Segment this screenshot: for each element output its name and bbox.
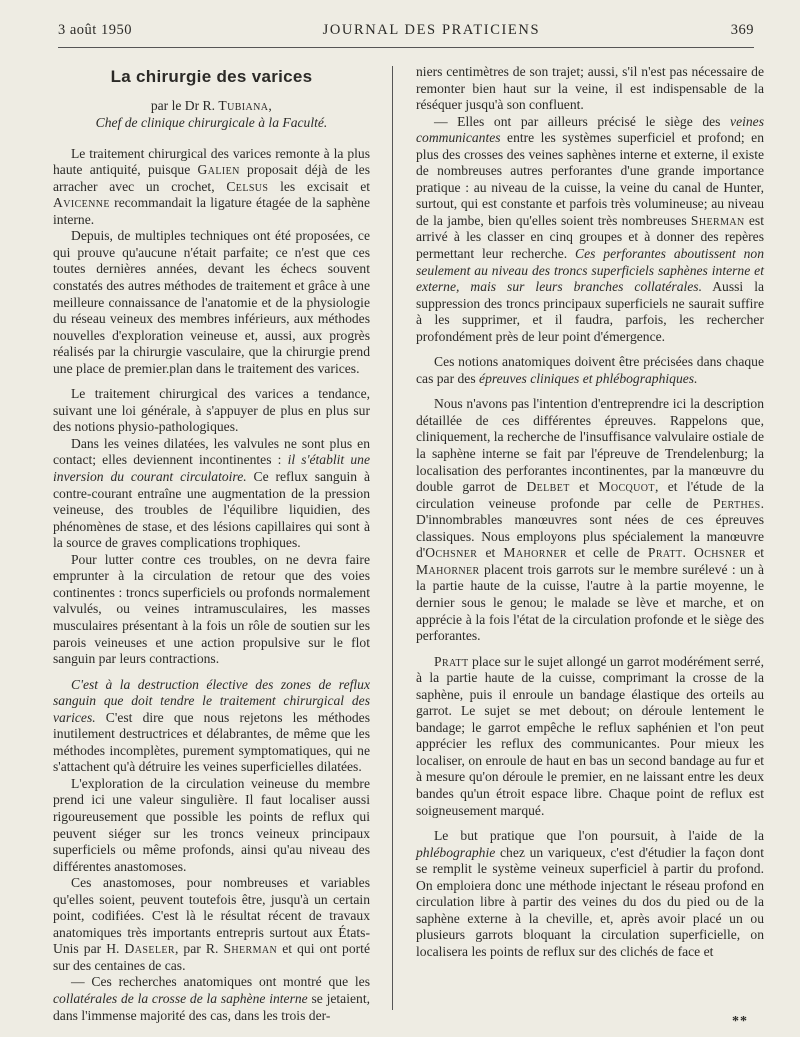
paragraph-9-continued (416, 64, 764, 114)
text-run: Ces notions anatomiques doivent être précisées dans chaque cas par des (416, 354, 764, 386)
author-ref: Ochsner (694, 545, 747, 561)
text-run: . (682, 545, 694, 561)
paragraph-9-start (53, 974, 370, 1024)
paragraph-13 (416, 654, 764, 819)
author-name: Tubiana, (218, 97, 273, 113)
text-run: Dans les veines dilatées, les valvules ne sont plus en contact; elles deviennent incontinentes : (53, 435, 370, 468)
page-number: 369 (730, 22, 754, 38)
text-run: , par R. (174, 941, 224, 957)
paragraph-12 (416, 396, 764, 644)
author-ref: Perthes (713, 495, 761, 511)
author-ref: Mocquot (598, 479, 655, 495)
paragraph-8 (53, 875, 370, 974)
author-ref: Pratt (434, 653, 469, 669)
author-ref: Delbet (526, 479, 570, 495)
author-ref: Sherman (690, 212, 745, 228)
column-divider (392, 66, 393, 1010)
paragraph-10 (416, 114, 764, 346)
author-ref: Celsus (226, 178, 269, 194)
text-run: place sur le sujet allongé un garrot modérément serré, à la partie haute de la cuisse, comprimant la crosse de la saphène, puis il enroule un bandage élastique des orteils au garrot. Le sujet se met debout; on déroule lentement le bandage; le garrot empêche le reflux saphénien et l'on peut apprécier les reflux des communicantes. Pour mieux les localiser, on enroule de haut en bas un second bandage au fur et à mesure qu'on déroule le premier, en ne laissant entre les deux bandes qu'un étroit espace libre. Chaque point de reflux est soigneusement marqué. (416, 653, 764, 818)
paragraph-6 (53, 677, 370, 776)
author-ref: Ochsner (425, 545, 478, 561)
text-run: recommandait la ligature étagée de la saphène interne. (53, 195, 370, 227)
emphasis: phlébographie (416, 844, 496, 860)
text-run: chez un variqueux, c'est d'étudier la façon dont se remplit le système veineux superficiel à partir du profond. On emploiera donc une méthode injectant le réseau profond en circulation libre à partir des veines du dos du pied ou de la saphène externe à la cheville, et, après avoir placé un ou plusieurs garrots bloquant la circulation superficielle, on localisera les points de reflux sur des clichés de face et (416, 844, 764, 959)
text-run: et qui ont porté sur des centaines de cas. (53, 941, 370, 973)
text-run: Ces anastomoses, pour nombreuses et variables qu'elles soient, peuvent toutefois être, jusqu'à un certain point, codifiées. C'est là le résultat récent de travaux anatomiques très importants entrepris surtout aux États-Unis par H. (53, 875, 370, 957)
text-run: et (746, 545, 765, 561)
column-left (53, 64, 370, 1024)
emphasis: veines communicantes (416, 113, 764, 146)
issue-date: 3 août 1950 (58, 22, 132, 38)
paragraph-11 (416, 354, 764, 387)
text-run: et celle de (567, 545, 648, 561)
text-run: — Elles ont par ailleurs précisé le siège des (434, 113, 731, 129)
text-run: , et l'étude de la circulation veineuse profonde par celle de (416, 479, 765, 511)
emphasis: il s'établit une inversion du courant circulatoire. (53, 452, 370, 485)
signature-mark: ** (732, 1014, 748, 1029)
text-run: proposait déjà de les arracher avec un crochet, (53, 162, 370, 194)
text-run: Nous n'avons pas l'intention d'entreprendre ici la description détaillée de ces différentes épreuves. Rappelons que, cliniquement, la recherche de l'insuffisance valvulaire ostiale de la saphène interne se fait par l'épreuve de Trendelenburg; la localisation des perforantes incontinentes, par la manœuvre du double garrot de (416, 396, 764, 495)
text-run: Le traitement chirurgical des varices remonte à la plus haute antiquité, puisque (53, 145, 370, 178)
text-run: est arrivé à les classer en cinq groupes et à donner des repères permettant leur recherche. (416, 212, 764, 262)
running-head (58, 22, 754, 48)
author-ref: Mahorner (416, 561, 480, 577)
column-right (416, 64, 764, 960)
emphasis: Ces perforantes aboutissent non seulement au niveau des troncs superficiels saphènes interne et externe, mais sur leurs branches collatérales. (416, 246, 764, 295)
author-ref: Pratt (647, 545, 683, 561)
text-run: Aussi la suppression des troncs principaux superficiels ne saurait suffire à les supprimer, et il faudra, parfois, les rechercher profondément près de leur point d'émergence. (416, 279, 765, 344)
paragraph-1 (53, 146, 370, 229)
text-run: placent trois garrots sur le membre surélevé : un à la partie haute de la cuisse, l'autre à la partie moyenne, le dernier sous le genou; le malade se lève et marche, et on apprécie à la fois l'état de la circulation profonde et le siège des perforantes. (416, 561, 764, 644)
text-run: les excisait et (268, 178, 371, 194)
author-byline (53, 98, 370, 115)
byline-prefix: par le Dr R. (150, 97, 219, 113)
text-run: et (477, 545, 504, 561)
text-run: se jetaient, dans l'immense majorité des cas, dans les trois der- (53, 990, 370, 1023)
text-run: . D'innombrables manœuvres sont nées de ces épreuves classiques. Nous employons plus spécialement la manœuvre d' (416, 495, 764, 561)
journal-name: JOURNAL DES PRATICIENS (322, 22, 541, 38)
article-title: La chirurgie des varices (110, 67, 313, 86)
author-ref: Sherman (223, 941, 278, 957)
author-ref: Avicenne (53, 195, 110, 211)
paragraph-5: Pour lutter contre ces troubles, on ne devra faire emprunter à la circulation de retour que des voies continentes : troncs superficiels ou profonds normalement valvulés, ou veines intramusculaires, les masses musculaires présentant à la fois un rôle de soutien sur les parois veineuses et une action propulsive sur le flot sanguin par leurs contractions. (53, 551, 370, 667)
author-ref: Galien (197, 162, 240, 178)
paragraph-14 (416, 828, 764, 960)
emphasis: épreuves cliniques et phlébographiques. (479, 370, 698, 386)
author-ref: Mahorner (503, 545, 568, 561)
text-run: et (569, 479, 599, 495)
paragraph-2: Depuis, de multiples techniques ont été proposées, ce qui prouve qu'aucune n'était parfaite; ce n'est que ces toutes dernières années, devant les échecs souvent constatés des autres méthodes de traitement et grâce à une meilleure connaissance de l'anatomie et de la physiologie du réseau veineux des membres inférieurs, aux méthodes nouvelles d'exploration veineuse et, aussi, aux progrès réalisés par la chirurgie vasculaire, que la chirurgie prend une place de premier.plan dans le traitement des varices. (53, 228, 370, 376)
emphasis: collatérales de la crosse de la saphène interne (53, 990, 308, 1006)
text-run: Le but pratique que l'on poursuit, à l'aide de la (434, 828, 764, 844)
text-run: Ce reflux sanguin à contre-courant entraîne une augmentation de la pression veineuse, des troubles de l'équilibre liquidien, des phénomènes de stase, et des lésions capillaires qui sont à la source de graves complications trophiques. (53, 469, 370, 551)
paragraph-4 (53, 436, 370, 552)
emphasis: C'est à la destruction élective des zones de reflux sanguin que doit tendre le traitement chirurgical des varices. (53, 676, 370, 725)
text-run: entre les systèmes superficiel et profond; en plus des crosses des veines saphènes interne et externe, il existe de nombreuses autres perforantes d'une grande importance pratique : au niveau de la cuisse, la veine du canal de Hunter, surtout, qui est constante et parfois très volumineuse; au niveau de la jambe, bien qu'elles soient très nombreuses (416, 130, 764, 228)
text-run: — Ces recherches anatomiques ont montré que les (71, 974, 370, 990)
author-affiliation: Chef de clinique chirurgicale à la Faculté. (95, 115, 328, 131)
paragraph-3: Le traitement chirurgical des varices a tendance, suivant une loi générale, à s'appuyer de plus en plus sur des notions physio-pathologiques. (53, 386, 370, 435)
text-run: niers centimètres de son trajet; aussi, s'il n'est pas nécessaire de remonter bien haut sur la veine, il est indispensable de la réséquer jusqu'à son confluent. (416, 64, 764, 113)
text-run: C'est dire que nous rejetons les méthodes inutilement destructrices et délabrantes, de même que les méthodes incomplètes, purement symptomatiques, qui ne s'attachent qu'à détruire les veines superficielles dilatées. (53, 709, 370, 775)
paragraph-7: L'exploration de la circulation veineuse du membre prend ici une valeur singulière. Il faut localiser aussi rigoureusement que possible les points de reflux qui peuvent siéger sur les troncs veineux principaux superficiels ou même profonds, ainsi qu'au niveau des différentes anastomoses. (53, 775, 370, 874)
author-ref: Daseler (124, 941, 175, 957)
